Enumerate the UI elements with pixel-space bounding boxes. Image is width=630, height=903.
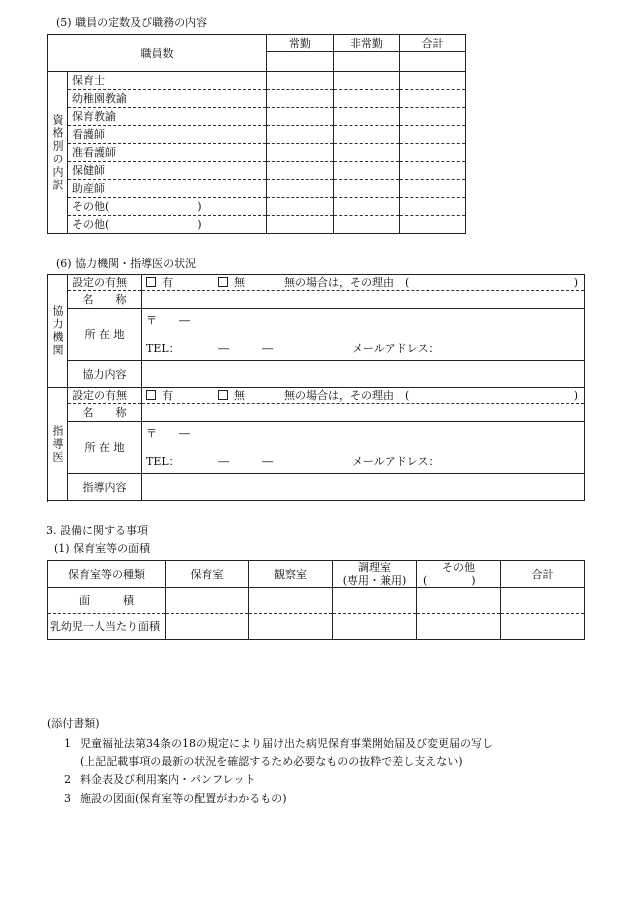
address-label: 所 在 地 xyxy=(68,309,142,361)
cell-blank xyxy=(400,108,466,126)
attachment-num-1: 1 xyxy=(64,737,71,750)
mail-label: メールアドレス： xyxy=(352,455,440,468)
cell-blank xyxy=(400,126,466,144)
content-label: 協力内容 xyxy=(68,361,142,388)
checkbox-yes[interactable] xyxy=(146,277,156,287)
cell-blank xyxy=(400,162,466,180)
checkbox-no[interactable] xyxy=(218,277,228,287)
section-3-title: 3. 設備に関する事項 xyxy=(46,524,148,537)
attachment-item-2: 料金表及び利用案内・パンフレット xyxy=(80,773,256,786)
section-6-title: (6) 協力機関・指導医の状況 xyxy=(56,257,197,270)
cell-blank[interactable] xyxy=(166,588,249,614)
setting-options: 有 無 無の場合は，その理由 ( ) xyxy=(142,275,585,291)
col-fulltime: 常勤 xyxy=(267,35,334,52)
header-total: 合計 xyxy=(501,561,585,588)
cell-blank xyxy=(334,198,400,216)
reason-label: 無の場合は，その理由 ( xyxy=(284,276,410,289)
header-room-type: 保育室等の種類 xyxy=(48,561,166,588)
reason-label: 無の場合は，その理由 ( xyxy=(284,389,410,402)
supervising-doctor-label: 指導医 xyxy=(48,388,68,501)
header-childcare-room: 保育室 xyxy=(166,561,249,588)
qualification-group-label: 資格別の内訳 xyxy=(48,72,68,234)
cell-blank[interactable] xyxy=(333,614,417,640)
row-label: 保育教諭 xyxy=(68,108,267,126)
content-field[interactable] xyxy=(142,474,585,501)
cell-blank xyxy=(334,72,400,90)
cell-blank xyxy=(400,198,466,216)
cell-blank xyxy=(267,126,334,144)
name-field[interactable] xyxy=(142,404,585,422)
cell-blank xyxy=(334,180,400,198)
name-label: 名 称 xyxy=(68,291,142,309)
setting-options: 有 無 無の場合は，その理由 ( ) xyxy=(142,388,585,404)
address-field[interactable] xyxy=(142,309,585,361)
header-observation-room: 観察室 xyxy=(249,561,333,588)
cell-blank xyxy=(334,90,400,108)
cooperation-table xyxy=(47,274,585,501)
address-label: 所 在 地 xyxy=(68,422,142,474)
section-3-1-title: (1) 保育室等の面積 xyxy=(54,542,151,555)
row-label: 幼稚園教諭 xyxy=(68,90,267,108)
cell-blank xyxy=(267,180,334,198)
cell-blank xyxy=(400,72,466,90)
cell-blank[interactable] xyxy=(417,614,501,640)
attachment-note: (上記記載事項の最新の状況を確認するため必要なものの抜粋で差し支えない) xyxy=(80,755,463,768)
cell-blank[interactable] xyxy=(249,614,333,640)
header-kitchen: 調理室 (専用・兼用) xyxy=(333,561,417,588)
cell-blank[interactable] xyxy=(501,588,585,614)
col-total: 合計 xyxy=(400,35,466,52)
row-label: 保健師 xyxy=(68,162,267,180)
cell-blank xyxy=(267,198,334,216)
row-label: 准看護師 xyxy=(68,144,267,162)
reason-close: ) xyxy=(573,276,578,289)
attachments-title: (添付書類) xyxy=(47,717,100,730)
cell-blank xyxy=(267,144,334,162)
cell-blank xyxy=(334,144,400,162)
postal-code: 〒 ― xyxy=(146,314,190,327)
cell-blank xyxy=(400,216,466,234)
cell-blank xyxy=(400,52,466,72)
row-label: 助産師 xyxy=(68,180,267,198)
cell-blank xyxy=(267,216,334,234)
cell-blank xyxy=(334,162,400,180)
content-label: 指導内容 xyxy=(68,474,142,501)
cell-blank xyxy=(400,180,466,198)
cell-blank xyxy=(267,72,334,90)
area-table xyxy=(47,560,585,640)
attachment-item-3: 施設の図面(保育室等の配置がわかるもの) xyxy=(80,792,287,805)
name-label: 名 称 xyxy=(68,404,142,422)
address-field[interactable] xyxy=(142,422,585,474)
row-area: 面 積 xyxy=(48,588,166,614)
cell-blank xyxy=(334,216,400,234)
section-5-title: (5) 職員の定数及び職務の内容 xyxy=(56,16,208,29)
content-field[interactable] xyxy=(142,361,585,388)
cell-blank[interactable] xyxy=(249,588,333,614)
tel-label: TEL： ― ― xyxy=(146,342,274,355)
row-label: その他( ) xyxy=(68,198,267,216)
row-label: 保育士 xyxy=(68,72,267,90)
cell-blank xyxy=(334,126,400,144)
row-label: 看護師 xyxy=(68,126,267,144)
header-other: その他 ( ) xyxy=(417,561,501,588)
setting-label: 設定の有無 xyxy=(68,275,142,291)
row-label: その他( ) xyxy=(68,216,267,234)
cell-blank xyxy=(400,144,466,162)
cell-blank[interactable] xyxy=(333,588,417,614)
cell-blank xyxy=(267,108,334,126)
setting-label: 設定の有無 xyxy=(68,388,142,404)
attachment-num-3: 3 xyxy=(64,792,71,805)
cell-blank xyxy=(334,52,400,72)
mail-label: メールアドレス： xyxy=(352,342,440,355)
cell-blank[interactable] xyxy=(166,614,249,640)
checkbox-no[interactable] xyxy=(218,390,228,400)
cell-blank xyxy=(267,90,334,108)
cell-blank[interactable] xyxy=(501,614,585,640)
tel-label: TEL： ― ― xyxy=(146,455,274,468)
staff-table xyxy=(47,34,466,234)
cell-blank[interactable] xyxy=(417,588,501,614)
staff-count-header: 職員数 xyxy=(48,35,267,72)
checkbox-yes[interactable] xyxy=(146,390,156,400)
reason-close: ) xyxy=(573,389,578,402)
name-field[interactable] xyxy=(142,291,585,309)
cell-blank xyxy=(267,162,334,180)
attachment-item-1: 児童福祉法第34条の18の規定により届け出た病児保育事業開始届及び変更届の写し xyxy=(80,737,493,750)
cooperating-institution-label: 協力機関 xyxy=(48,275,68,388)
col-parttime: 非常勤 xyxy=(334,35,400,52)
cell-blank xyxy=(267,52,334,72)
cell-blank xyxy=(334,108,400,126)
attachment-num-2: 2 xyxy=(64,773,71,786)
row-area-per-child: 乳幼児一人当たり面積 xyxy=(48,614,166,640)
postal-code: 〒 ― xyxy=(146,427,190,440)
cell-blank xyxy=(400,90,466,108)
